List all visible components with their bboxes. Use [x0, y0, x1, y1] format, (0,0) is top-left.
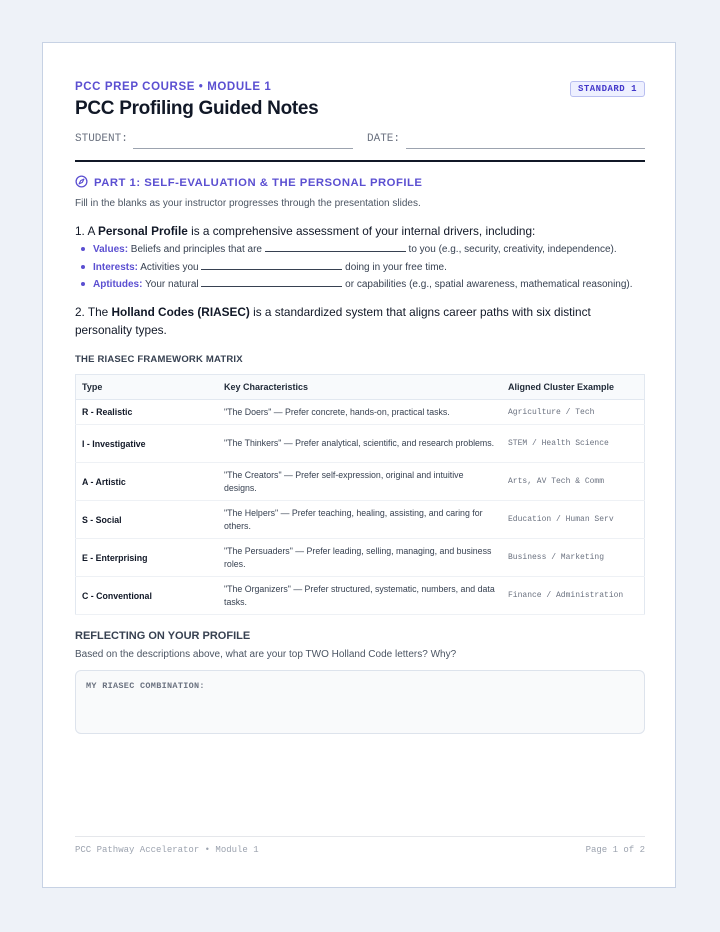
row-characteristics: "The Creators" — Prefer self-expression, original and intuitive designs. [218, 463, 502, 501]
table-row [76, 501, 645, 539]
interests-blank[interactable] [201, 260, 342, 270]
question-2 [75, 303, 645, 339]
table-row [76, 539, 645, 577]
course-label: PCC PREP COURSE • MODULE 1 [75, 81, 272, 93]
row-cluster: Finance / Administration [502, 577, 645, 615]
driver-list [75, 242, 645, 295]
row-type: C - Conventional [76, 577, 219, 615]
row-cluster: Education / Human Serv [502, 501, 645, 539]
list-item-aptitudes [75, 277, 645, 295]
aptitudes-keyword: Aptitudes: [93, 279, 143, 290]
row-cluster: Agriculture / Tech [502, 400, 645, 425]
aptitudes-blank[interactable] [201, 277, 342, 287]
standard-badge: STANDARD 1 [570, 81, 645, 97]
date-field[interactable] [406, 148, 645, 149]
row-type: A - Artistic [76, 463, 219, 501]
row-cluster: Arts, AV Tech & Comm [502, 463, 645, 501]
row-characteristics: "The Persuaders" — Prefer leading, selling, managing, and business roles. [218, 539, 502, 577]
q2-text: is a standardized system that aligns career paths with six distinct personality types. [75, 305, 591, 337]
q1-term: Personal Profile [97, 224, 188, 238]
compass-icon [75, 175, 88, 188]
riasec-answer-box[interactable] [75, 670, 645, 734]
table-row [76, 463, 645, 501]
q1-prefix: 1. A [75, 224, 98, 238]
interests-keyword: Interests: [93, 261, 139, 273]
row-type: I - Investigative [76, 425, 219, 463]
header-divider [75, 160, 645, 162]
row-cluster: Business / Marketing [502, 539, 645, 577]
values-text: Beliefs and principles that are [128, 244, 265, 255]
student-field[interactable] [133, 148, 353, 149]
aptitudes-text-end: or capabilities (e.g., spatial awareness, mathematical reasoning). [342, 279, 633, 290]
part-1-intro: Fill in the blanks as your instructor progresses through the presentation slides. [75, 198, 421, 209]
row-characteristics: "The Thinkers" — Prefer analytical, scientific, and research problems. [218, 425, 502, 463]
table-row [76, 425, 645, 463]
footer-divider [75, 836, 645, 837]
part-1-heading: PART 1: SELF-EVALUATION & THE PERSONAL PROFILE [94, 177, 423, 189]
header-type: Type [76, 375, 219, 400]
row-characteristics: "The Helpers" — Prefer teaching, healing, assisting, and caring for others. [218, 501, 502, 539]
footer-course: PCC Pathway Accelerator • Module 1 [75, 845, 259, 855]
riasec-table [75, 374, 645, 615]
row-type: R - Realistic [76, 400, 219, 425]
question-1 [75, 222, 645, 240]
q1-text: is a comprehensive assessment of your internal drivers, including: [187, 224, 536, 238]
row-type: S - Social [76, 501, 219, 539]
table-row [76, 400, 645, 425]
matrix-title: THE RIASEC FRAMEWORK MATRIX [75, 354, 243, 365]
row-characteristics: "The Doers" — Prefer concrete, hands-on, practical tasks. [218, 400, 502, 425]
header-characteristics: Key Characteristics [218, 375, 502, 400]
reflect-heading: REFLECTING ON YOUR PROFILE [75, 630, 251, 642]
header-cluster: Aligned Cluster Example [502, 375, 645, 400]
date-label: DATE: [367, 133, 401, 145]
list-item-interests [75, 260, 645, 278]
page-title: PCC Profiling Guided Notes [75, 98, 319, 119]
table-header-row [76, 375, 645, 400]
values-blank[interactable] [265, 242, 406, 252]
values-keyword: Values: [93, 244, 129, 255]
page-number: Page 1 of 2 [585, 845, 645, 855]
aptitudes-text: Your natural [142, 279, 202, 290]
row-type: E - Enterprising [76, 539, 219, 577]
list-item-values [75, 242, 645, 260]
interests-text-end: doing in your free time. [342, 261, 447, 273]
reflect-prompt: Based on the descriptions above, what are your top TWO Holland Code letters? Why? [75, 649, 457, 660]
interests-text: Activities you [138, 261, 202, 273]
q2-prefix: 2. The [75, 305, 112, 319]
table-row [76, 577, 645, 615]
answer-box-label: MY RIASEC COMBINATION: [86, 681, 205, 691]
row-characteristics: "The Organizers" — Prefer structured, systematic, numbers, and data tasks. [218, 577, 502, 615]
student-label: STUDENT: [75, 133, 128, 145]
worksheet-page [42, 42, 676, 888]
q2-term: Holland Codes (RIASEC) [111, 305, 250, 319]
student-date-row [75, 133, 645, 151]
values-text-end: to you (e.g., security, creativity, independence). [405, 244, 617, 255]
row-cluster: STEM / Health Science [502, 425, 645, 463]
